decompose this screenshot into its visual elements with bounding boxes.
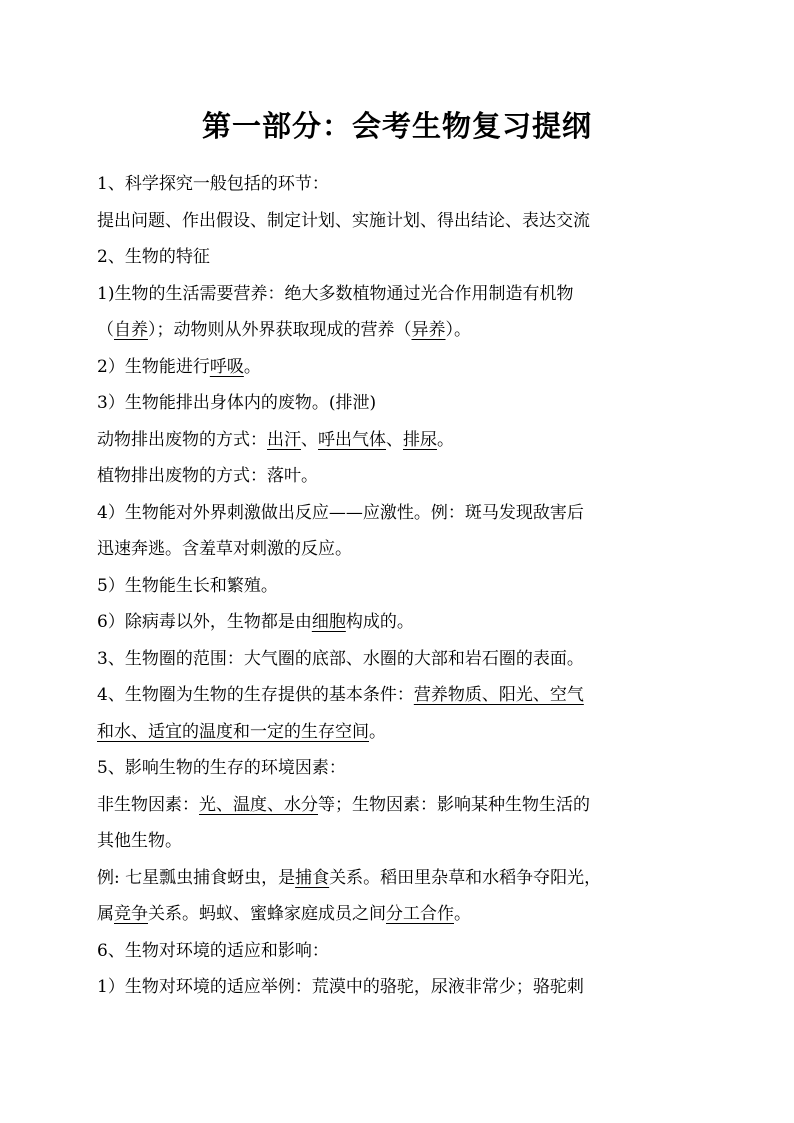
text-span: 其他生物。 [97, 831, 182, 851]
text-line [97, 933, 687, 970]
text-line [97, 239, 687, 276]
underlined-term: 出汗 [267, 429, 301, 450]
text-span: 植物排出废物的方式：落叶。 [97, 466, 318, 486]
text-span: 2、生物的特征 [97, 247, 210, 267]
underlined-term: 呼吸 [209, 356, 244, 377]
text-line [97, 568, 687, 605]
text-span: 属 [97, 904, 114, 924]
text-span: 5、影响生物的生存的环境因素： [97, 758, 346, 778]
text-span: 提出问题、作出假设、制定计划、实施计划、得出结论、表达交流 [97, 210, 590, 231]
text-span: 6）除病毒以外，生物都是由 [97, 612, 312, 632]
text-line [97, 787, 687, 824]
text-span: 例: 七星瓢虫捕食蚜虫，是 [97, 867, 296, 888]
text-span: 等；生物因素：影响某种生物生活的 [318, 794, 590, 815]
text-span: 。 [437, 429, 454, 450]
text-span: 5）生物能生长和繁殖。 [97, 575, 278, 596]
text-line [97, 203, 687, 240]
underlined-term: 异养 [411, 320, 446, 340]
text-span: 非生物因素： [97, 794, 199, 815]
text-line [97, 531, 687, 568]
text-line [97, 896, 687, 933]
text-span: 迅速奔逃。含羞草对刺激的反应。 [97, 539, 352, 559]
underlined-term: 光、温度、水分 [199, 794, 318, 815]
text-line [97, 422, 687, 459]
text-span: 3）生物能排出身体内的废物。(排泄) [97, 393, 377, 413]
text-span: 。 [369, 721, 386, 742]
text-span: 6、生物对环境的适应和影响： [97, 940, 329, 961]
text-span: 2）生物能进行 [97, 356, 210, 377]
text-line [97, 641, 687, 678]
text-span: 1）生物对环境的适应举例：荒漠中的骆驼，尿液非常少；骆驼刺 [97, 977, 584, 997]
text-span: 关系。蚂蚁、蜜蜂家庭成员之间 [148, 904, 386, 924]
text-line [97, 677, 687, 714]
text-span: ）；动物则从外界获取现成的营养（ [148, 320, 412, 340]
text-line [97, 714, 687, 751]
text-span: 、 [386, 429, 403, 450]
underlined-term: 竞争 [114, 904, 148, 924]
text-line [97, 969, 687, 1006]
text-line [97, 312, 687, 349]
underlined-term: 和水、适宜的温度和一定的生存空间 [97, 721, 369, 742]
text-span: 4）生物能对外界刺激做出反应——应激性。例：斑马发现敌害后 [97, 502, 584, 523]
text-line [97, 495, 687, 532]
document-title: 第一部分：会考生物复习提纲 [201, 109, 592, 143]
text-line [97, 166, 687, 203]
text-span: 1、科学探究一般包括的环节： [97, 174, 329, 194]
text-line [97, 604, 687, 641]
text-line [97, 823, 687, 860]
text-span: 。 [243, 356, 261, 377]
underlined-term: 捕食 [295, 867, 330, 888]
text-line [97, 276, 687, 313]
text-span: （ [97, 320, 114, 340]
text-line [97, 458, 687, 495]
underlined-term: 自养 [114, 320, 148, 340]
text-line [97, 860, 687, 897]
text-span: 构成的。 [345, 612, 414, 632]
text-line [97, 385, 687, 422]
text-span: 动物排出废物的方式： [97, 429, 267, 450]
underlined-term: 分工合作 [386, 904, 454, 924]
text-span: ）。 [445, 320, 471, 340]
text-span: 、 [301, 429, 318, 450]
text-line [97, 349, 687, 386]
text-span: 1)生物的生活需要营养：绝大多数植物通过光合作用制造有机物 [97, 283, 574, 304]
underlined-term: 呼出气体 [318, 429, 386, 450]
text-span: 4、生物圈为生物的生存提供的基本条件： [97, 685, 414, 705]
document-body [97, 166, 687, 1006]
text-span: 关系。稻田里杂草和水稻争夺阳光， [329, 867, 602, 888]
text-span: 。 [454, 904, 471, 924]
text-span: 3、生物圈的范围：大气圈的底部、水圈的大部和岩石圈的表面。 [97, 648, 584, 669]
underlined-term: 细胞 [311, 612, 346, 632]
underlined-term: 营养物质、阳光、空气 [413, 685, 584, 705]
underlined-term: 排尿 [403, 429, 437, 450]
text-line [97, 750, 687, 787]
